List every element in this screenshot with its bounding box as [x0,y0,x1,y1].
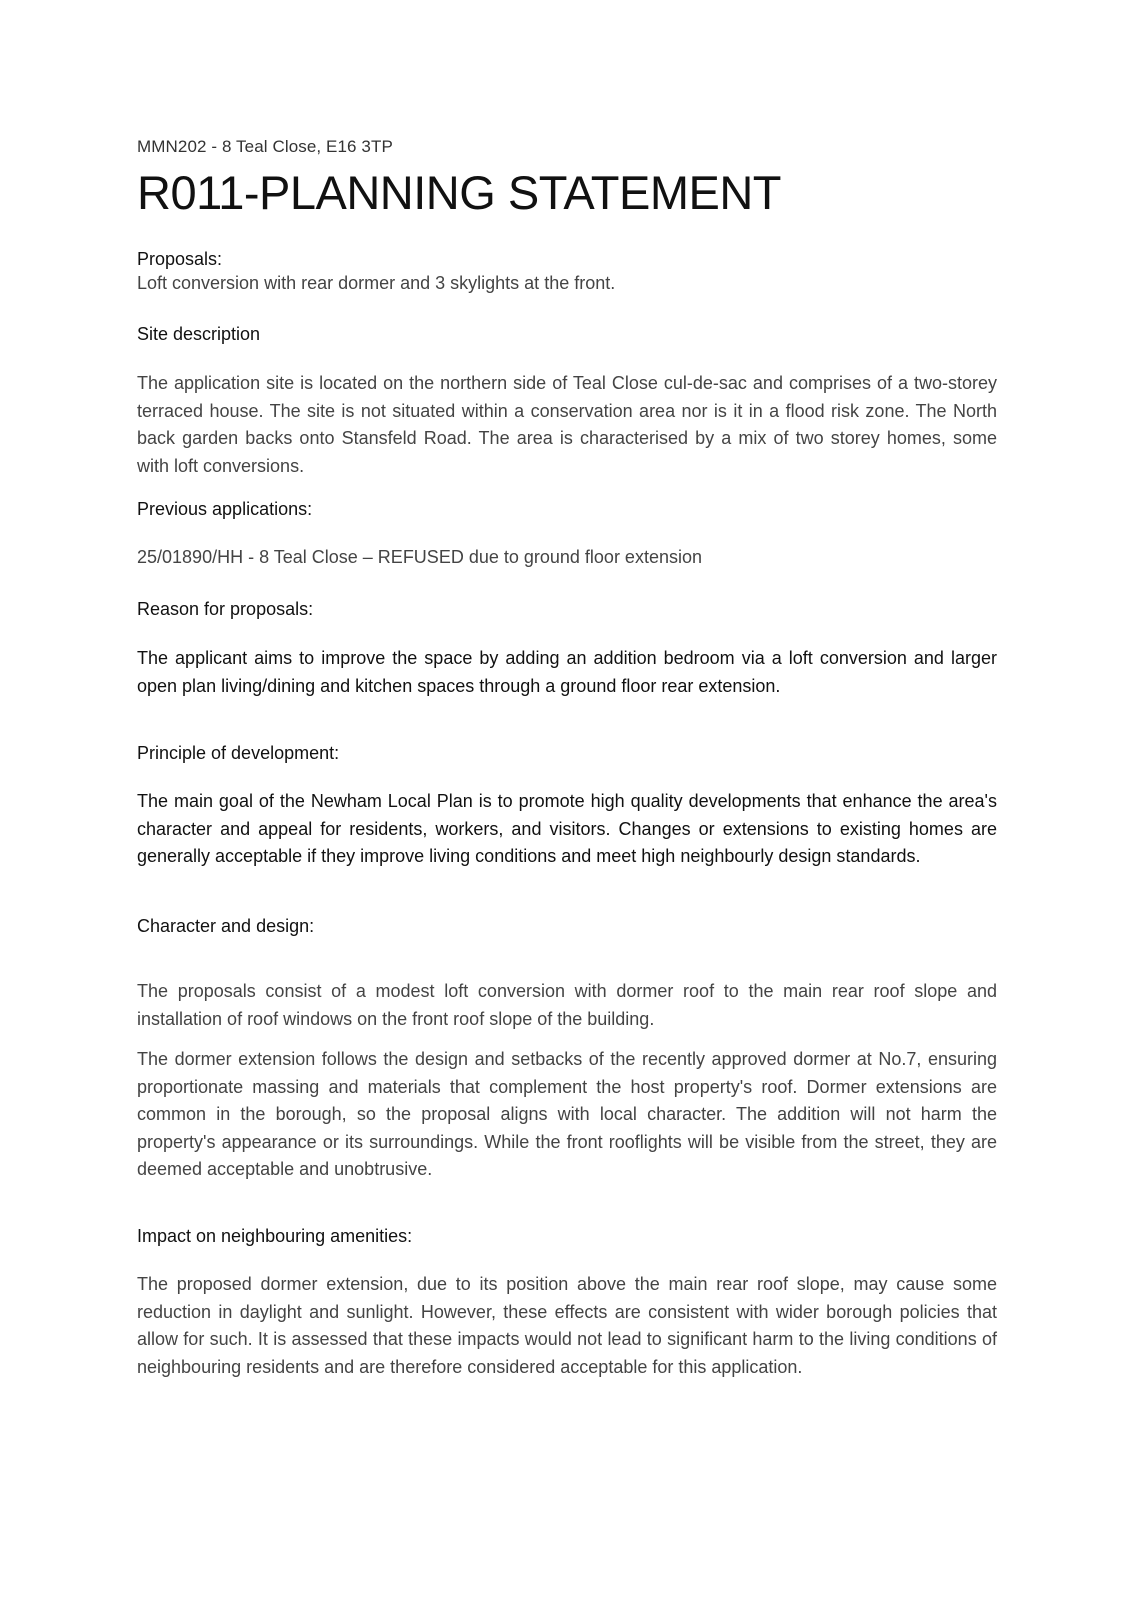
heading-site-description: Site description [137,324,261,344]
reason-for-proposals-text: The applicant aims to improve the space by adding an addition bedroom via a loft conversion and larger open plan living/dining and kitchen spaces through a ground floor rear extension. [137,648,997,696]
impact-on-neighbouring-amenities-text: The proposed dormer extension, due to its position above the main rear roof slope, may cause some reduction in daylight and sunlight. However, these effects are consistent with wider borough policies that allow for such. It is assessed that these impacts would not lead to significant harm to the living conditions of neighbouring residents and are therefore considered acceptable for this application. [137,1274,997,1377]
heading-proposals: Proposals: [137,249,223,269]
character-and-design-text-1: The proposals consist of a modest loft conversion with dormer roof to the main rear roof slope and installation of roof windows on the front roof slope of the building. [137,981,997,1029]
heading-reason-for-proposals: Reason for proposals: [137,599,314,619]
character-and-design-text-2: The dormer extension follows the design and setbacks of the recently approved dormer at No.7, ensuring proportionate massing and materials that complement the host property's roof. Dormer extensions are common in the borough, so the proposal aligns with local character. The addition will not harm the property's appearance or its surroundings. While the front rooflights will be visible from the street, they are deemed acceptable and unobtrusive. [137,1049,997,1179]
heading-impact-on-neighbouring-amenities: Impact on neighbouring amenities: [137,1226,413,1246]
previous-applications-text: 25/01890/HH - 8 Teal Close – REFUSED due to ground floor extension [137,547,702,567]
project-reference: MMN202 - 8 Teal Close, E16 3TP [137,137,393,156]
proposals-text: Loft conversion with rear dormer and 3 skylights at the front. [137,273,616,293]
site-description-text: The application site is located on the northern side of Teal Close cul-de-sac and comprises of a two-storey terraced house. The site is not situated within a conservation area nor is it in a flood risk zone. The North back garden backs onto Stansfeld Road. The area is characterised by a mix of two storey homes, some with loft conversions. [137,373,997,476]
heading-character-and-design: Character and design: [137,916,315,936]
heading-principle-of-development: Principle of development: [137,743,340,763]
heading-previous-applications: Previous applications: [137,499,313,519]
document-title: R011-PLANNING STATEMENT [137,166,781,219]
principle-of-development-text: The main goal of the Newham Local Plan is to promote high quality developments that enhance the area's character and appeal for residents, workers, and visitors. Changes or extensions to existing homes are generally acceptable if they improve living conditions and meet high neighbourly design standards. [137,791,997,866]
